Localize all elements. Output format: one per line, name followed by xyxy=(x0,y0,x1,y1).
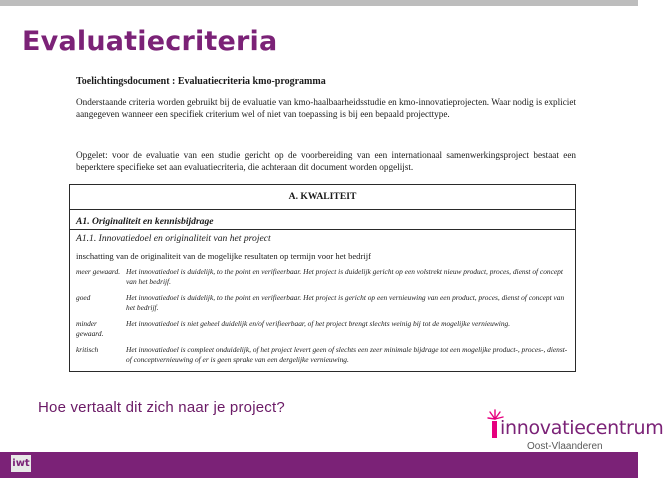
innovatiecentrum-region: Oost-Vlaanderen xyxy=(527,441,603,452)
innovatiecentrum-wordmark: innovatiecentrum xyxy=(500,417,663,439)
criteria-description: Het innovatiedoel is niet geheel duidelijk en/of verifieerbaar, of het project brengt slechts weinig bij tot de mogelijke vernieuwing. xyxy=(126,319,511,328)
criteria-description: Het innovatiedoel is duidelijk, to the point en verifieerbaar. Het project is gericht op een vernieuwing van een product, proces, dienst of concept van het bedrijf. xyxy=(126,293,565,312)
iwt-logo: iwt xyxy=(11,455,31,472)
criteria-description: Het innovatiedoel is compleet onduidelijk, of het project levert geen of slechts een zeer minimale bijdrage tot een mogelijke product-, proces-, dienst- of conceptvernieuwing of er is geen sprake van een dergelijke vernieuwing. xyxy=(126,345,568,364)
document-intro: Onderstaande criteria worden gebruikt bij de evaluatie van kmo-haalbaarheidsstudie en kmo-innovatieprojecten. Waar nodig is expliciet aangegeven wanneer een specifiek criterium wel of niet van toepassing is bij een bepaald projecttype. xyxy=(76,97,576,119)
slide-title: Evaluatiecriteria xyxy=(22,26,278,57)
document-heading: Toelichtingsdocument : Evaluatiecriteria kmo-programma xyxy=(76,76,326,87)
assessment-text: inschatting van de originaliteit van de mogelijke resultaten op termijn voor het bedrijf xyxy=(76,251,371,261)
bottom-bar xyxy=(0,452,638,478)
criteria-level: kritisch xyxy=(76,345,99,354)
section-title: A1. Originaliteit en kennisbijdrage xyxy=(76,216,214,227)
project-question: Hoe vertaalt dit zich naar je project? xyxy=(38,399,285,416)
criteria-description: Het innovatiedoel is duidelijk, to the point en verifieerbaar. Het project is duidelijk gericht op een volstrekt nieuw product, proces, dienst of concept van het bedrijf. xyxy=(126,267,563,286)
section-divider xyxy=(70,229,575,230)
criteria-level: minder gewaard. xyxy=(76,319,104,338)
criteria-level: goed xyxy=(76,293,91,302)
table-header: A. KWALITEIT xyxy=(70,185,575,210)
criteria-level: meer gewaard. xyxy=(76,267,121,276)
subsection-title: A1.1. Innovatiedoel en originaliteit van het project xyxy=(76,233,271,244)
document-image xyxy=(68,70,578,376)
top-bar xyxy=(0,0,638,6)
document-note: Opgelet: voor de evaluatie van een studie gericht op de voorbereiding van een internationaal samenwerkingsproject bestaat een beperktere specifieke set aan evaluatiecriteria, die achteraan dit document worden opgelijst. xyxy=(76,150,576,172)
quality-table xyxy=(69,184,576,372)
logo-i-stem xyxy=(492,421,497,438)
